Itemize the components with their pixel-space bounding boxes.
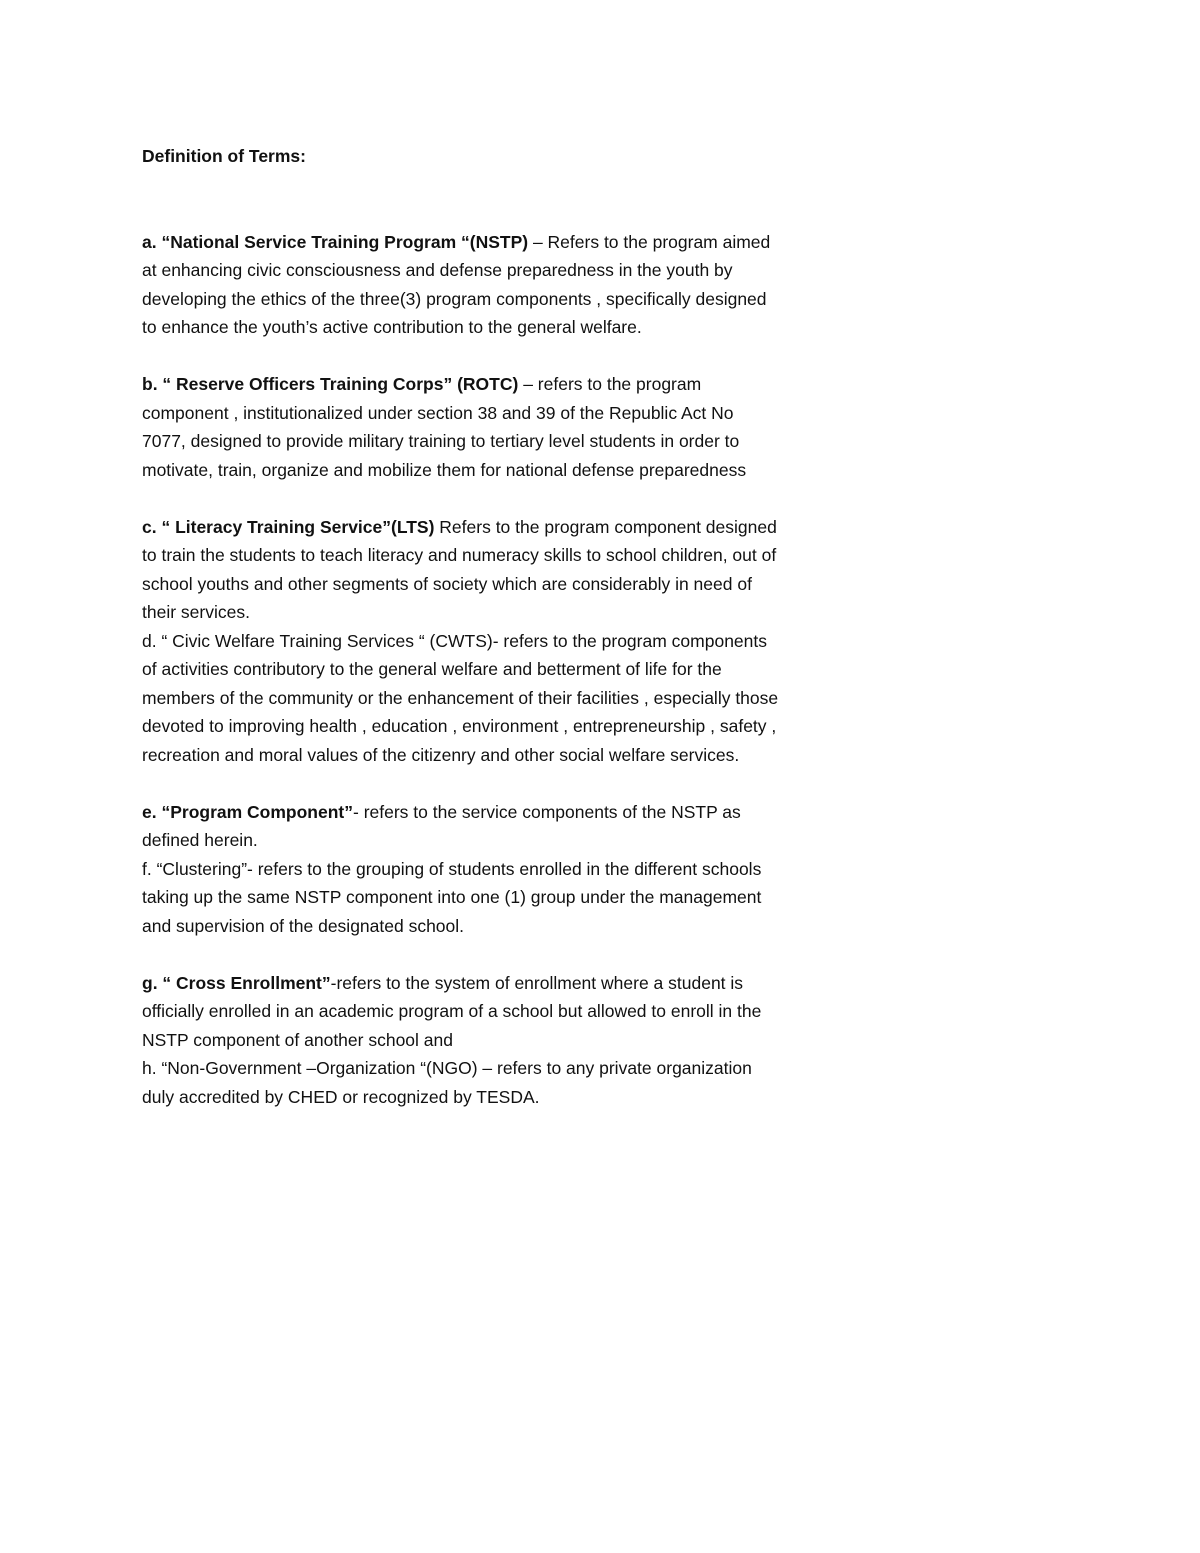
definition-term: g. “ Cross Enrollment” [142, 972, 331, 993]
definition-cross-enrollment [142, 969, 782, 1055]
definition-rotc [142, 370, 782, 484]
document-content [142, 142, 782, 1111]
definition-body: Refers to the program component designed to train the students to teach literacy and numeracy skills to school children, out of school youths and other segments of society which are considerably in need of their services. [142, 516, 777, 622]
definition-term: a. “National Service Training Program “(NSTP) [142, 231, 529, 252]
definition-body: -refers to the system of enrollment where a student is officially enrolled in an academic program of a school but allowed to enroll in the NSTP component of another school and [142, 972, 762, 1050]
definition-body: - refers to the service components of the NSTP as defined herein. [142, 801, 741, 850]
spacer [142, 171, 782, 228]
spacer [142, 940, 782, 969]
definition-body: – refers to the program component , institutionalized under section 38 and 39 of the Republic Act No 7077, designed to provide military training to tertiary level students in order to motivate, train, organize and mobilize them for national defense preparedness [142, 374, 747, 480]
definition-term: b. “ Reserve Officers Training Corps” (ROTC) [142, 374, 519, 394]
definition-cwts [142, 627, 782, 770]
definition-term: e. “Program Component” [142, 801, 353, 822]
definition-body: h. “Non-Government –Organization “(NGO) – refers to any private organization duly accredited by CHED or recognized by TESDA. [142, 1058, 752, 1107]
document-heading: Definition of Terms: [142, 146, 306, 166]
definition-body: – Refers to the program aimed at enhancing civic consciousness and defense preparedness in the youth by developing the ethics of the three(3) program components , specifically designed to enhance the youth’s active contribution to the general welfare. [142, 231, 771, 337]
spacer [142, 342, 782, 371]
definition-clustering [142, 855, 782, 941]
spacer [142, 484, 782, 513]
definition-body: f. “Clustering”- refers to the grouping of students enrolled in the different schools taking up the same NSTP component into one (1) group under the management and supervision of the designated school. [142, 858, 762, 936]
definition-program-component [142, 798, 782, 855]
definition-term: c. “ Literacy Training Service”(LTS) [142, 516, 435, 537]
definition-body: d. “ Civic Welfare Training Services “ (CWTS)- refers to the program components of activities contributory to the general welfare and betterment of life for the members of the community or the enhancement of their facilities , especially those devoted to improving health , education , environment , entrepreneurship , safety , recreation and moral values of the citizenry and other social welfare services. [142, 630, 779, 765]
definition-ngo [142, 1054, 782, 1111]
definition-lts [142, 513, 782, 627]
spacer [142, 769, 782, 798]
definition-nstp [142, 228, 782, 342]
